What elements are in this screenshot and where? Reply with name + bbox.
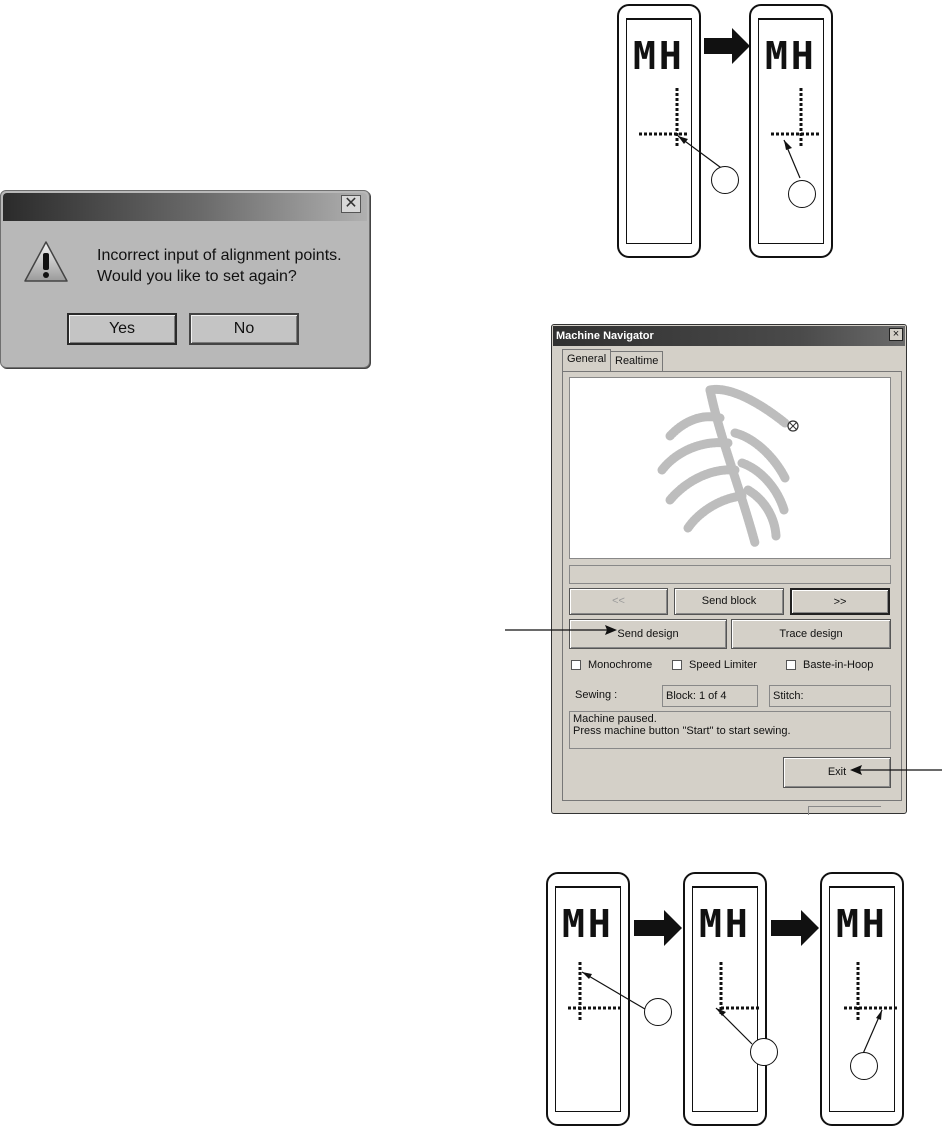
no-button[interactable]: No: [189, 313, 299, 345]
sewing-label: Sewing :: [575, 689, 618, 701]
embroidery-design-image: [570, 378, 890, 558]
yes-button[interactable]: Yes: [67, 313, 177, 345]
exit-pointer: [842, 760, 942, 780]
tab-general[interactable]: General: [562, 349, 611, 371]
checkbox-label: Monochrome: [588, 659, 653, 671]
status-line1: Machine paused.: [573, 713, 657, 725]
checkbox-box[interactable]: [786, 660, 796, 670]
callout-circle: [850, 1052, 878, 1080]
checkbox-box[interactable]: [672, 660, 682, 670]
window-bottom-edge: [808, 806, 881, 815]
warning-icon: [23, 239, 69, 285]
lcd-mh-text: MH: [765, 34, 817, 78]
exit-button[interactable]: Exit: [783, 757, 891, 788]
lcd-mh-text: MH: [562, 902, 614, 946]
arrow-right-icon: [771, 908, 821, 948]
lcd-mh-text: MH: [633, 34, 685, 78]
checkbox-box[interactable]: [571, 660, 581, 670]
next-block-button[interactable]: >>: [790, 588, 890, 615]
trace-design-button[interactable]: Trace design: [731, 619, 891, 649]
design-preview: [569, 377, 891, 559]
send-block-button[interactable]: Send block: [674, 588, 784, 615]
prev-block-button[interactable]: <<: [569, 588, 668, 615]
send-design-pointer: [505, 620, 625, 640]
lcd-mh-text: MH: [699, 902, 751, 946]
stitch-counter: Stitch:: [769, 685, 891, 707]
dialog-close-button[interactable]: ✕: [341, 195, 361, 213]
send-design-button[interactable]: Send design: [569, 619, 727, 649]
lcd-mh-text: MH: [836, 902, 888, 946]
checkbox-label: Speed Limiter: [689, 659, 757, 671]
callout-circle: [711, 166, 739, 194]
send-progress-bar: [569, 565, 891, 584]
navigator-title: Machine Navigator: [553, 326, 905, 346]
dialog-message-line2: Would you like to set again?: [97, 268, 297, 285]
arrow-right-icon: [704, 26, 752, 66]
machine-navigator-window: [551, 324, 907, 814]
dialog-message-line1: Incorrect input of alignment points.: [97, 247, 342, 264]
tab-realtime[interactable]: Realtime: [610, 351, 663, 371]
navigator-close-button[interactable]: ×: [889, 328, 903, 341]
callout-circle: [644, 998, 672, 1026]
error-dialog: [0, 190, 370, 368]
checkbox-label: Baste-in-Hoop: [803, 659, 874, 671]
block-counter: Block: 1 of 4: [662, 685, 758, 707]
status-message: [569, 711, 891, 749]
arrow-right-icon: [634, 908, 684, 948]
callout-circle: [788, 180, 816, 208]
dialog-message: [97, 245, 342, 287]
dialog-titlebar: [3, 193, 367, 221]
status-line2: Press machine button "Start" to start sewing.: [573, 725, 791, 737]
callout-circle: [750, 1038, 778, 1066]
